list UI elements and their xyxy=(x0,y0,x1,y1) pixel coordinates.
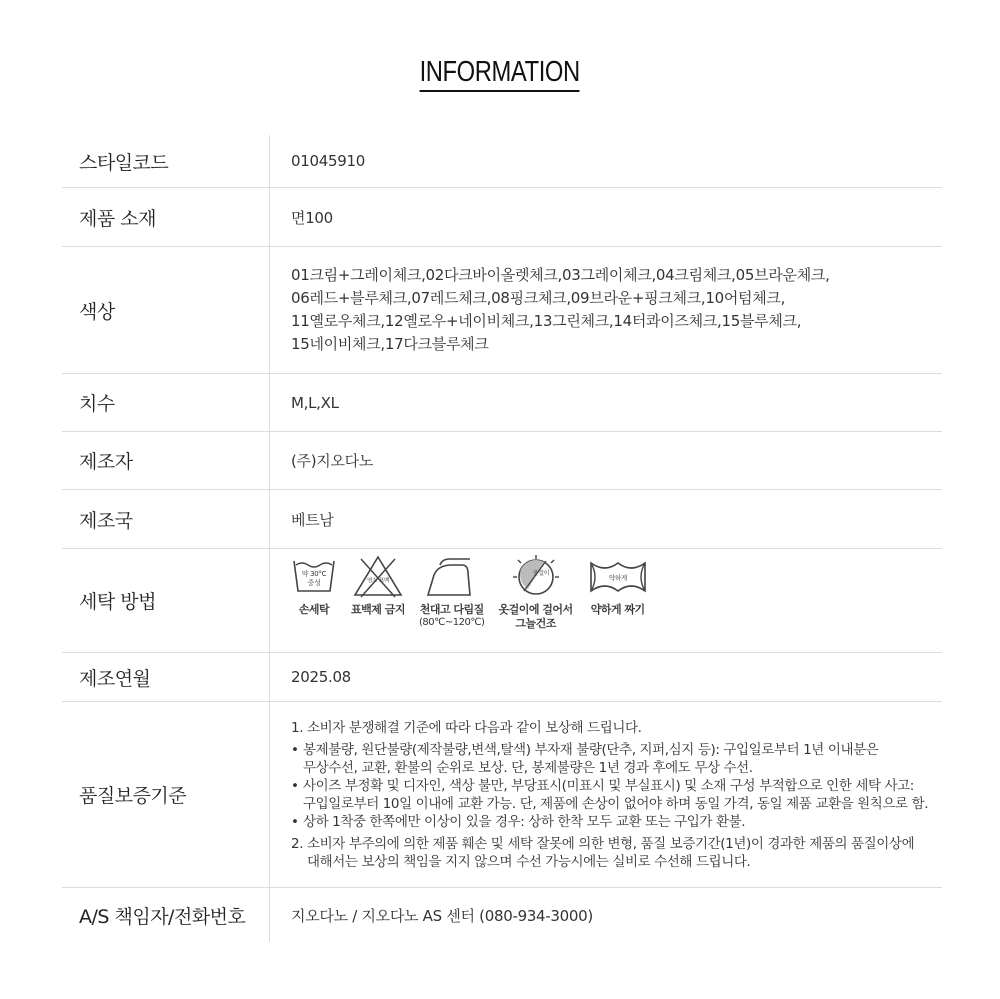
gentle-wring-icon xyxy=(587,553,649,601)
hand-wash-temp: 약 30°C xyxy=(301,570,327,578)
quality-bullet-text: 봉제불량, 원단불량(제작불량,변색,탈색) 부자재 불량(단추, 지퍼,심지 등): 구입일로부터 1년 이내분은 xyxy=(303,742,879,758)
date-value: 2025.08 xyxy=(291,668,351,686)
quality-item-num: 2. xyxy=(291,836,304,852)
quality-bullet: • 사이즈 부정확 및 디자인, 색상 불만, 부당표시(미표시 및 부실표시) 및 소재 구성 부적합으로 인한 세탁 사고: xyxy=(291,778,914,794)
as-label: A/S 책임자/전화번호 xyxy=(62,888,270,942)
wash-item xyxy=(498,553,572,631)
quality-item-text: 소비자 분쟁해결 기준에 따라 다음과 같이 보상해 드립니다. xyxy=(307,720,642,736)
quality-value xyxy=(270,702,942,887)
row-size xyxy=(62,374,942,432)
row-color xyxy=(62,247,942,374)
color-line: 15네이비체크,17다크블루체크 xyxy=(291,335,489,353)
page-title-wrap xyxy=(0,56,1000,92)
wash-item xyxy=(291,553,337,617)
iron-label: 천대고 다림질 xyxy=(419,603,484,616)
hang-dry-label: 옷걸이에 걸어서 xyxy=(498,603,573,616)
color-value xyxy=(270,247,942,373)
no-bleach-icon xyxy=(351,553,405,601)
material-label: 제품 소재 xyxy=(62,188,270,246)
row-style-code xyxy=(62,135,942,188)
color-line: 01크림+그레이체크,02다크바이올렛체크,03그레이체크,04크림체크,05브라운체크, xyxy=(291,266,830,284)
quality-item-2 xyxy=(291,835,942,853)
quality-bullet-cont: 구입일로부터 10일 이내에 교환 가능. 단, 제품에 손상이 없어야 하며 동일 가격, 동일 제품 교환을 원칙으로 함. xyxy=(303,796,929,812)
quality-item-text: 소비자 부주의에 의한 제품 훼손 및 세탁 잘못에 의한 변형, 품질 보증기간(1년)이 경과한 제품의 품질이상에 xyxy=(307,836,915,852)
no-bleach-text2: 표백 xyxy=(378,578,390,584)
color-label: 색상 xyxy=(62,247,270,373)
no-bleach-label: 표백제 금지 xyxy=(351,603,405,616)
wash-item xyxy=(351,553,405,617)
iron-temp: (80℃~120℃) xyxy=(419,617,485,628)
color-line: 06레드+블루체크,07레드체크,08핑크체크,09브라운+핑크체크,10어텀체크, xyxy=(291,289,786,307)
style-code-label: 스타일코드 xyxy=(62,135,270,187)
row-quality xyxy=(62,702,942,888)
size-value: M,L,XL xyxy=(291,393,339,412)
quality-bullet: • 상하 1착중 한쪽에만 이상이 있을 경우: 상하 한착 모두 교환 또는 구입가 환불. xyxy=(291,814,746,830)
hang-dry-sub: 그늘건조 xyxy=(515,617,556,630)
iron-icon xyxy=(422,553,482,601)
size-label: 치수 xyxy=(62,374,270,431)
hang-dry-shade-icon xyxy=(508,553,564,601)
no-bleach-text1: 염소 xyxy=(366,578,378,584)
style-code-value: 01045910 xyxy=(291,152,365,170)
row-maker xyxy=(62,432,942,490)
as-value: 지오다노 / 지오다노 AS 센터 (080-934-3000) xyxy=(291,906,593,925)
quality-bullet: • 봉제불량, 원단불량(제작불량,변색,탈색) 부자재 불량(단추, 지퍼,심지 등): 구입일로부터 1년 이내분은 xyxy=(291,742,879,758)
date-label: 제조연월 xyxy=(62,653,270,701)
quality-label: 품질보증기준 xyxy=(62,702,270,887)
gentle-wring-label: 약하게 짜기 xyxy=(590,603,645,616)
row-country xyxy=(62,490,942,549)
row-washing xyxy=(62,549,942,653)
info-table xyxy=(62,135,942,942)
maker-label: 제조자 xyxy=(62,432,270,489)
wash-item xyxy=(587,553,649,617)
quality-item-cont: 대해서는 보상의 책임을 지지 않으며 수선 가능시에는 실비로 수선해 드립니다. xyxy=(307,854,751,870)
row-as xyxy=(62,888,942,942)
hang-dry-text: 옷걸이 xyxy=(532,570,549,577)
color-line: 11옐로우체크,12옐로우+네이비체크,13그린체크,14터콰이즈체크,15블루체크, xyxy=(291,312,802,330)
page-title: INFORMATION xyxy=(420,56,580,92)
row-material xyxy=(62,188,942,247)
quality-bullet-cont: 무상수선, 교환, 환불의 순위로 보상. 단, 봉제불량은 1년 경과 후에도 무상 수선. xyxy=(303,760,753,776)
hand-wash-neutral: 중성 xyxy=(307,579,321,587)
quality-item-1 xyxy=(291,719,942,737)
quality-bullet-text: 상하 1착중 한쪽에만 이상이 있을 경우: 상하 한착 모두 교환 또는 구입가 환불. xyxy=(303,814,746,830)
hand-wash-label: 손세탁 xyxy=(298,603,330,616)
row-date xyxy=(62,653,942,702)
hand-wash-icon xyxy=(291,553,337,601)
quality-bullet-text: 사이즈 부정확 및 디자인, 색상 불만, 부당표시(미표시 및 부실표시) 및 소재 구성 부적합으로 인한 세탁 사고: xyxy=(303,778,914,794)
washing-label: 세탁 방법 xyxy=(62,549,270,652)
washing-icons xyxy=(270,549,942,652)
gentle-wring-text: 약하게 xyxy=(608,574,627,582)
maker-value: (주)지오다노 xyxy=(291,452,374,470)
country-value: 베트남 xyxy=(291,510,334,529)
wash-item xyxy=(419,553,484,629)
quality-item-num: 1. xyxy=(291,720,304,736)
material-value: 면100 xyxy=(291,208,333,227)
country-label: 제조국 xyxy=(62,490,270,548)
